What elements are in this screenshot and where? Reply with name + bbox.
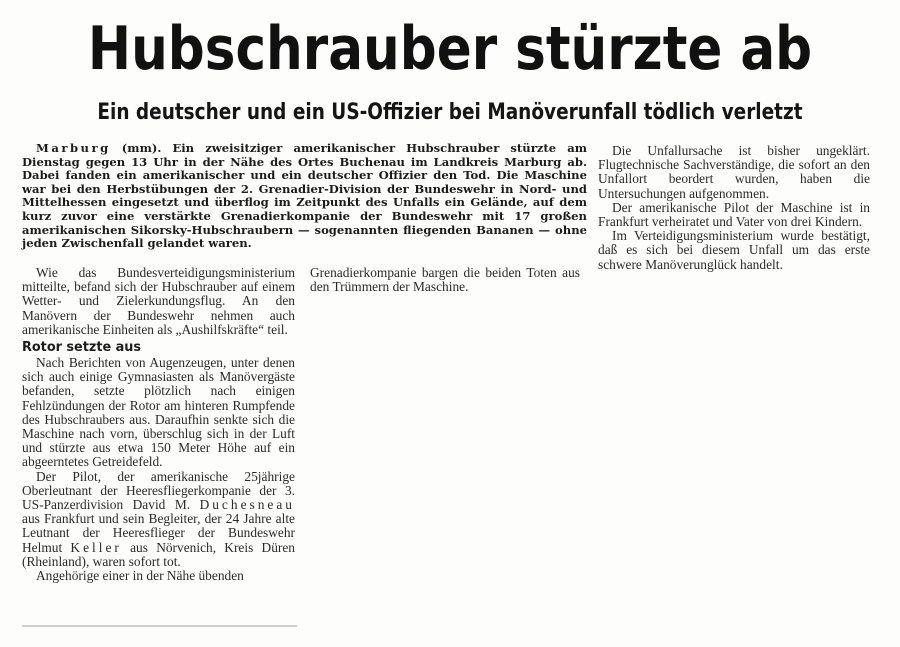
paragraph: Der amerikanische Pilot der Maschine ist in Frankfurt verheiratet und Vater von drei Kindern.: [598, 199, 870, 230]
person-name: Duchesneau: [199, 497, 295, 513]
lead-paragraph: [22, 142, 587, 251]
paragraph: Grenadierkompanie bargen die beiden Toten aus den Trümmern der Maschine.: [310, 265, 580, 295]
column-middle: [310, 266, 580, 294]
paragraph: Angehörige einer in der Nähe übenden: [36, 568, 244, 584]
text: aus Nörvenich, Kreis Düren (Rheinland), waren sofort tot.: [22, 539, 295, 569]
text: Der Pilot, der amerikanische 25jährige Oberleutnant der Heeresfliegerkompanie der 3. US-Panzerdivision David M.: [22, 468, 295, 513]
paragraph: Im Verteidigungsministerium wurde bestätigt, daß es sich bei diesem Unfall um das erste schwere Manöverunglück handelt.: [598, 228, 870, 272]
paragraph: Wie das Bundesverteidigungsministerium mitteilte, befand sich der Hubschrauber auf einem Wetter- und Zielerkundungsflug. An den Manövern der Bundeswehr nehmen auch amerikanische Einheiten als „Aushilfskräfte“ teil.: [22, 265, 295, 337]
clipping-edge-shadow: [22, 625, 297, 627]
person-name: Keller: [70, 539, 122, 555]
paragraph: [22, 470, 295, 569]
paragraph: Die Unfallursache ist bisher ungeklärt. Flugtechnische Sachverständige, die sofort an den Unfallort beordert wurden, haben die Untersuchungen aufgenommen.: [598, 143, 870, 201]
section-subheading: Rotor setzte aus: [22, 339, 142, 356]
subheadline: Ein deutscher und ein US-Offizier bei Manöverunfall tödlich verletzt: [97, 100, 803, 125]
paragraph: Nach Berichten von Augenzeugen, unter denen sich auch einige Gymnasiasten als Manövergäste befanden, setzte plötzlich nach einigen Fehlzündungen der Rotor am hinteren Rumpfende des Hubschraubers aus. Daraufhin senkte sich die Maschine nach vorn, überschlug sich in der Luft und stürzte aus etwa 150 Meter Höhe auf ein abgeerntetes Getreidefeld.: [22, 355, 295, 470]
headline: Hubschrauber stürzte ab: [87, 14, 813, 84]
lead-text: (mm). Ein zweisitziger amerikanischer Hubschrauber stürzte am Dienstag gegen 13 Uhr in der Nähe des Ortes Buchenau im Landkreis Marburg ab. Dabei fanden ein amerikanischer und ein deutscher Offizier den Tod. Die Maschine war bei den Herbstübungen der 2. Grenadier-Division der Bundeswehr in Nord- und Mittelhessen eingesetzt und überflog im Zeitpunkt des Unfalls ein Gelände, auf dem kurz zuvor eine verstärkte Grenadierkompanie der Bundeswehr mit 17 großen amerikanischen Sikorsky-Hubschraubern — sogenannten fliegenden Bananen — ohne jeden Zwischenfall gelandet waren.: [22, 141, 587, 251]
dateline: Marburg: [36, 141, 111, 155]
column-right: [598, 144, 870, 272]
text: aus Frankfurt und sein Begleiter, der 24 Jahre alte Leutnant der Heeresflieger der Bundeswehr Helmut: [22, 511, 295, 555]
column-left: [22, 266, 295, 583]
